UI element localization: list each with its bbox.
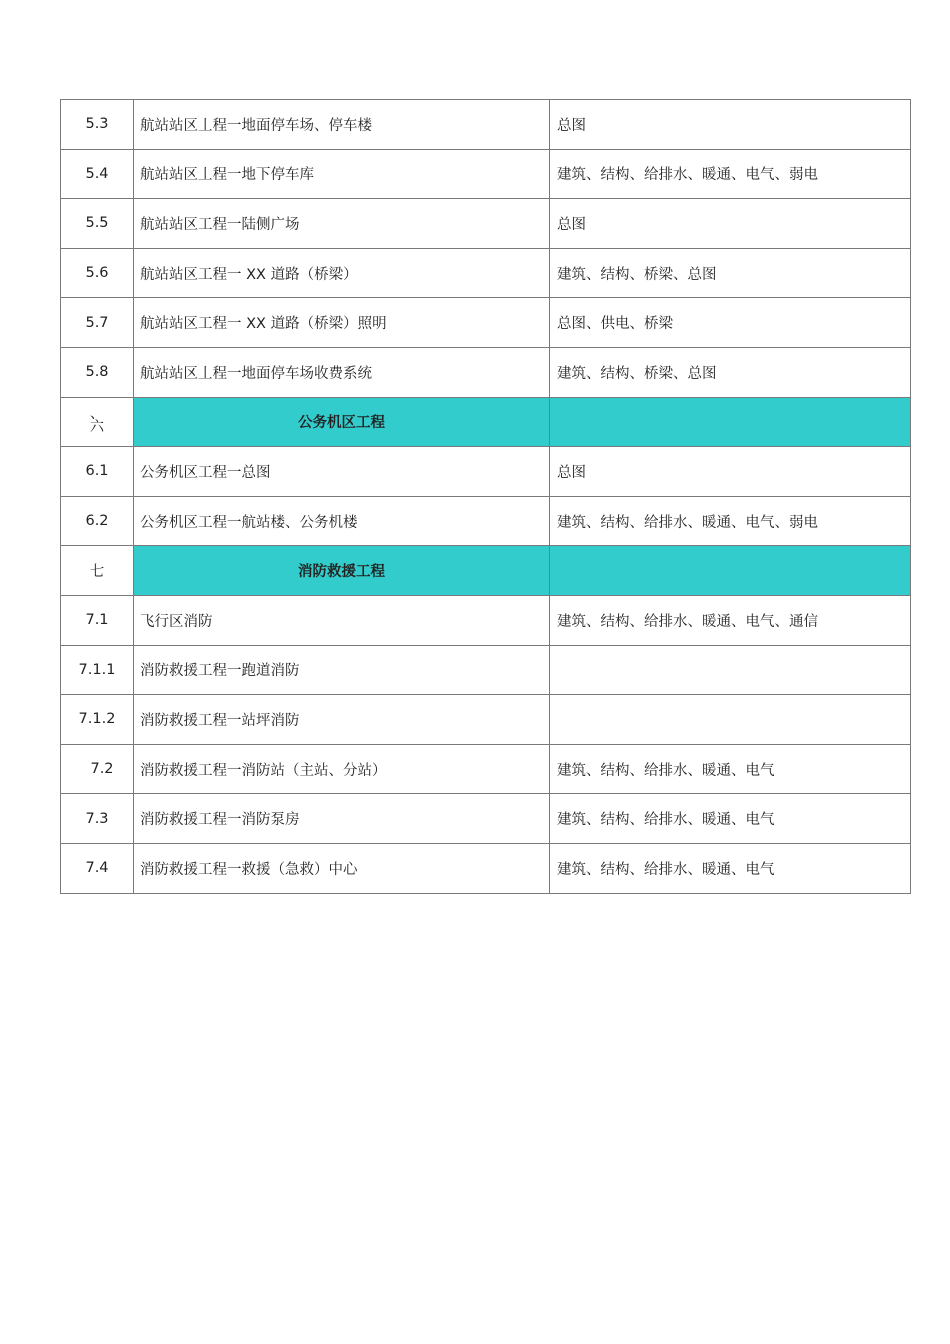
item-disciplines: 总图、供电、桥梁 xyxy=(550,298,911,348)
item-number: 6.2 xyxy=(61,496,134,546)
item-disciplines: 总图 xyxy=(550,199,911,249)
item-disciplines: 建筑、结构、给排水、暖通、电气、弱电 xyxy=(550,496,911,546)
item-disciplines xyxy=(550,645,911,695)
item-name: 航站站区丄程一地面停车场收费系统 xyxy=(134,347,550,397)
item-number: 7.3 xyxy=(61,794,134,844)
section-title-text: 消防救援工程 xyxy=(298,564,385,581)
item-number: 5.6 xyxy=(61,248,134,298)
table-row xyxy=(61,744,911,794)
item-disciplines: 建筑、结构、给排水、暖通、电气、通信 xyxy=(550,595,911,645)
item-name: 航站站区丄程一地面停车场、停车楼 xyxy=(134,100,550,150)
section-number-char: 六 xyxy=(90,418,104,435)
section-number: 七 xyxy=(61,546,134,596)
item-number: 5.5 xyxy=(61,199,134,249)
table-row xyxy=(61,645,911,695)
item-name: 航站站区工程一陆侧广场 xyxy=(134,199,550,249)
table-row xyxy=(61,100,911,150)
item-disciplines: 总图 xyxy=(550,447,911,497)
item-disciplines: 建筑、结构、给排水、暖通、电气 xyxy=(550,843,911,893)
item-name: 公务机区工程一航站楼、公务机楼 xyxy=(134,496,550,546)
item-name: 消防救援工程一救援（急救）中心 xyxy=(134,843,550,893)
item-number: 7.1.2 xyxy=(61,695,134,745)
item-number: 7.1 xyxy=(61,595,134,645)
item-name: 公务机区工程一总图 xyxy=(134,447,550,497)
item-name: 消防救援工程一消防泵房 xyxy=(134,794,550,844)
item-number: 7.2 xyxy=(61,744,134,794)
section-title xyxy=(134,397,550,447)
item-disciplines: 建筑、结构、给排水、暖通、电气、弱电 xyxy=(550,149,911,199)
section-title xyxy=(134,546,550,596)
item-disciplines: 总图 xyxy=(550,100,911,150)
section-number-mark: 、 xyxy=(90,405,104,422)
table-row xyxy=(61,695,911,745)
item-name: 飞行区消防 xyxy=(134,595,550,645)
table-body xyxy=(61,100,911,894)
item-name: 消防救援工程一跑道消防 xyxy=(134,645,550,695)
item-number: 5.3 xyxy=(61,100,134,150)
section-number xyxy=(61,397,134,447)
section-number-stack xyxy=(90,405,104,435)
table-row xyxy=(61,347,911,397)
specification-table xyxy=(60,99,911,894)
section-header-row xyxy=(61,397,911,447)
item-disciplines: 建筑、结构、给排水、暖通、电气 xyxy=(550,794,911,844)
table-row xyxy=(61,298,911,348)
item-disciplines: 建筑、结构、桥梁、总图 xyxy=(550,248,911,298)
section-disciplines xyxy=(550,546,911,596)
section-header-row xyxy=(61,546,911,596)
table-row xyxy=(61,496,911,546)
item-disciplines: 建筑、结构、给排水、暖通、电气 xyxy=(550,744,911,794)
section-disciplines xyxy=(550,397,911,447)
section-title-text: 公务机区工程 xyxy=(298,415,385,432)
table-row xyxy=(61,149,911,199)
item-name: 消防救援工程一站坪消防 xyxy=(134,695,550,745)
table-row xyxy=(61,199,911,249)
table-row xyxy=(61,794,911,844)
item-disciplines: 建筑、结构、桥梁、总图 xyxy=(550,347,911,397)
item-name: 航站站区丄程一地下停车库 xyxy=(134,149,550,199)
item-disciplines xyxy=(550,695,911,745)
item-name: 航站站区工程一 XX 道路（桥梁） xyxy=(134,248,550,298)
item-number: 7.1.1 xyxy=(61,645,134,695)
item-number: 7.4 xyxy=(61,843,134,893)
item-name: 消防救援工程一消防站（主站、分站） xyxy=(134,744,550,794)
table-row xyxy=(61,595,911,645)
item-name: 航站站区工程一 XX 道路（桥梁）照明 xyxy=(134,298,550,348)
item-number: 5.4 xyxy=(61,149,134,199)
table-row xyxy=(61,248,911,298)
item-number: 5.8 xyxy=(61,347,134,397)
item-number: 6.1 xyxy=(61,447,134,497)
item-number: 5.7 xyxy=(61,298,134,348)
table-row xyxy=(61,843,911,893)
table-row xyxy=(61,447,911,497)
